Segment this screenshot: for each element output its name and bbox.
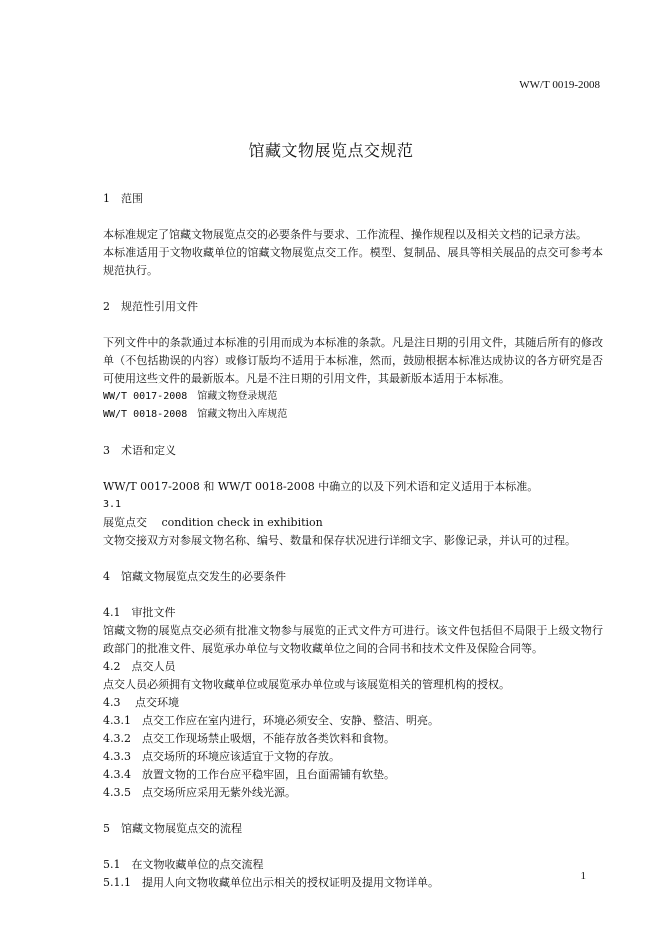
section-4-heading: 4 馆藏文物展览点交发生的必要条件 (103, 570, 286, 583)
clause-4-3-heading: 4.3 点交环境 (103, 696, 179, 709)
section-3-paragraph-1: WW/T 0017-2008 和 WW/T 0018-2008 中确立的以及下列术语和定义适用于本标准。 (103, 480, 539, 493)
clause-4-3-5: 4.3.5 点交场所应采用无紫外线光源。 (103, 786, 296, 799)
clause-4-1-paragraph: 馆藏文物的展览点交必须有批准文物参与展览的正式文件方可进行。该文件包括但不局限于上级文物行政部门的批准文件、展览承办单位与文物收藏单位之间的合同书和技术文件及保险合同等。 (103, 624, 603, 655)
section-1-heading: 1 范围 (103, 192, 143, 205)
term-number: 3.1 (103, 499, 122, 510)
standard-number: WW/T 0019-2008 (519, 79, 600, 91)
section-5-heading: 5 馆藏文物展览点交的流程 (103, 822, 242, 835)
normative-reference-2: WW/T 0018-2008 馆藏文物出入库规范 (103, 409, 288, 420)
clause-4-3-3: 4.3.3 点交场所的环境应该适宜于文物的存放。 (103, 750, 340, 763)
section-3-heading: 3 术语和定义 (103, 444, 176, 457)
section-1-paragraph-1: 本标准规定了馆藏文物展览点交的必要条件与要求、工作流程、操作规程以及相关文档的记录方法。 (103, 228, 587, 241)
clause-4-3-4: 4.3.4 放置文物的工作台应平稳牢固，且台面需铺有软垫。 (103, 768, 395, 781)
term-definition: 文物交接双方对参展文物名称、编号、数量和保存状况进行详细文字、影像记录，并认可的过程。 (103, 534, 576, 547)
page-number: 1 (580, 870, 586, 882)
clause-4-2-paragraph: 点交人员必须拥有文物收藏单位或展览承办单位或与该展览相关的管理机构的授权。 (103, 678, 510, 691)
clause-4-1-heading: 4.1 审批文件 (103, 606, 176, 619)
document-title: 馆藏文物展览点交规范 (248, 141, 414, 160)
normative-reference-1: WW/T 0017-2008 馆藏文物登录规范 (103, 391, 278, 402)
document-body (103, 190, 603, 892)
clause-4-2-heading: 4.2 点交人员 (103, 660, 176, 673)
clause-4-3-2: 4.3.2 点交工作现场禁止吸烟，不能存放各类饮料和食物。 (103, 732, 395, 745)
clause-5-1-1: 5.1.1 提用人向文物收藏单位出示相关的授权证明及提用文物详单。 (103, 876, 439, 889)
clause-4-3-1: 4.3.1 点交工作应在室内进行，环境必须安全、安静、整洁、明亮。 (103, 714, 439, 727)
term-name: 展览点交 condition check in exhibition (103, 516, 323, 529)
section-2-heading: 2 规范性引用文件 (103, 300, 198, 313)
section-2-paragraph-1: 下列文件中的条款通过本标准的引用而成为本标准的条款。凡是注日期的引用文件，其随后所有的修改单（不包括勘误的内容）或修订版均不适用于本标准，然而，鼓励根据本标准达成协议的各方研究是否可使用这些文件的最新版本。凡是不注日期的引用文件，其最新版本适用于本标准。 (103, 336, 603, 385)
section-1-paragraph-2: 本标准适用于文物收藏单位的馆藏文物展览点交工作。模型、复制品、展具等相关展品的点交可参考本规范执行。 (103, 246, 603, 277)
clause-5-1-heading: 5.1 在文物收藏单位的点交流程 (103, 858, 264, 871)
